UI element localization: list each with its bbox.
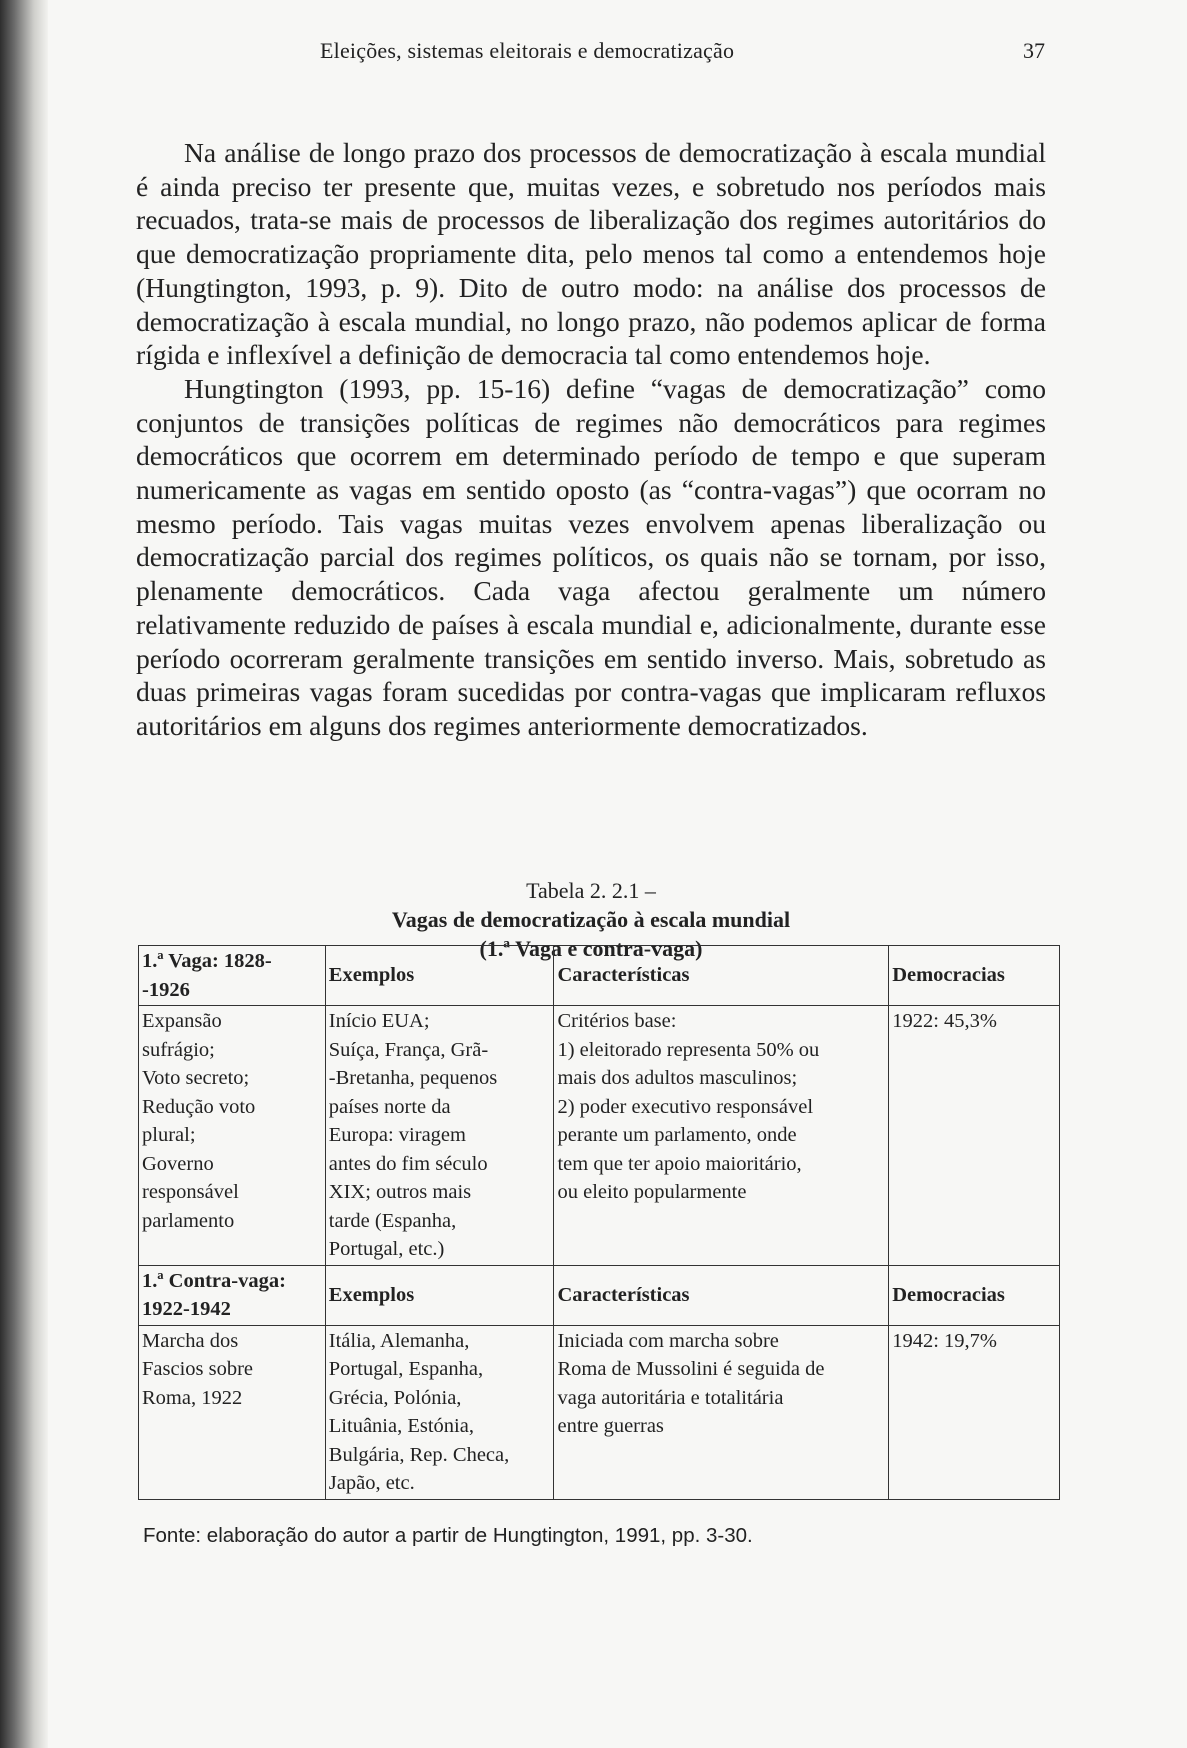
table-cell: Expansão sufrágio; Voto secreto; Redução voto plural; Governo responsável parlamento: [139, 1006, 326, 1266]
paragraph: Hungtington (1993, pp. 15-16) define “vagas de democratização” como conjuntos de transições políticas de regimes não democráticos para regimes democráticos que ocorrem em determinado período de tempo e que superam numericamente as vagas em sentido oposto (as “contra-vagas”) que ocorram no mesmo período. Tais vagas muitas vezes envolvem apenas liberalização ou democratização parcial dos regimes políticos, os quais não se tornam, por isso, plenamente democráticos. Cada vaga afectou geralmente um número relativamente reduzido de países à escala mundial e, adicionalmente, durante esse período ocorreram geralmente transições em sentido inverso. Mais, sobretudo as duas primeiras vagas foram sucedidas por contra-vagas que implicaram refluxos autoritários em alguns dos regimes anteriormente democratizados.: [136, 372, 1046, 741]
table-row: [139, 1325, 1060, 1499]
table-header-cell: Características: [554, 1265, 889, 1325]
body-text: [136, 136, 1046, 743]
book-binding-edge: [0, 0, 48, 1748]
table-cell: Marcha dos Fascios sobre Roma, 1922: [139, 1325, 326, 1499]
table-cell: 1922: 45,3%: [889, 1006, 1060, 1266]
table-row: [139, 1006, 1060, 1266]
table-cell: Início EUA; Suíça, França, Grã- -Bretanha, pequenos países norte da Europa: viragem antes do fim século XIX; outros mais tarde (Espanha, Portugal, etc.): [325, 1006, 554, 1266]
paragraph: Na análise de longo prazo dos processos de democratização à escala mundial é ainda preciso ter presente que, muitas vezes, e sobretudo nos períodos mais recuados, trata-se mais de processos de liberalização dos regimes autoritários do que democratização propriamente dita, pelo menos tal como a entendemos hoje (Hungtington, 1993, p. 9). Dito de outro modo: na análise dos processos de democratização à escala mundial, no longo prazo, não podemos aplicar de forma rígida e inflexível a definição de democracia tal como entendemos hoje.: [136, 137, 1046, 371]
table-caption-prefix: Tabela 2. 2.1 –: [526, 878, 656, 903]
table-cell: 1942: 19,7%: [889, 1325, 1060, 1499]
page-number: 37: [1023, 38, 1045, 63]
table-header-cell: 1.ª Contra-vaga: 1922-1942: [139, 1265, 326, 1325]
table-header-row: [139, 946, 1060, 1006]
table-header-row: [139, 1265, 1060, 1325]
table-header-cell: Exemplos: [325, 946, 554, 1006]
table-source-note: Fonte: elaboração do autor a partir de Hungtington, 1991, pp. 3-30.: [143, 1524, 753, 1547]
table-header-cell: Democracias: [889, 1265, 1060, 1325]
table-cell: Iniciada com marcha sobre Roma de Mussolini é seguida de vaga autoritária e totalitária entre guerras: [554, 1325, 889, 1499]
table-caption-title: Vagas de democratização à escala mundial: [391, 907, 791, 932]
table-header-cell: 1.ª Vaga: 1828- -1926: [139, 946, 326, 1006]
table-header-cell: Exemplos: [325, 1265, 554, 1325]
table-caption-subtitle: (1.ª Vaga e contra-vaga): [479, 936, 703, 961]
table-cell: Itália, Alemanha, Portugal, Espanha, Grécia, Polónia, Lituânia, Estónia, Bulgária, Rep. Checa, Japão, etc.: [325, 1325, 554, 1499]
table-caption-line: [136, 876, 1046, 934]
democratization-waves-table: [138, 945, 1060, 1500]
running-title: Eleições, sistemas eleitorais e democratização: [320, 38, 735, 63]
table-cell: Critérios base: 1) eleitorado representa 50% ou mais dos adultos masculinos; 2) poder executivo responsável perante um parlamento, onde tem que ter apoio maioritário, ou eleito popularmente: [554, 1006, 889, 1266]
table-header-cell: Democracias: [889, 946, 1060, 1006]
table-header-cell: Características: [554, 946, 889, 1006]
